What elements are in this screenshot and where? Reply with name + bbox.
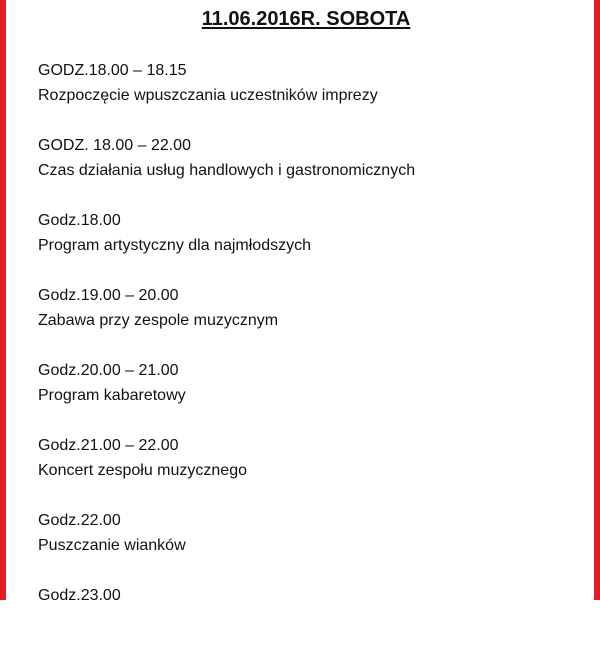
schedule-item: [38, 133, 578, 208]
schedule-description: Czas działania usług handlowych i gastronomicznych: [38, 162, 416, 179]
schedule-description: Program kabaretowy: [38, 387, 186, 404]
schedule-time: Godz.23.00: [38, 587, 121, 604]
schedule-time: GODZ. 18.00 – 22.00: [38, 137, 191, 154]
schedule-item: [38, 508, 578, 583]
schedule-time: Godz.18.00: [38, 212, 121, 229]
schedule-description: Puszczanie wianków: [38, 537, 186, 554]
schedule-item: [38, 433, 578, 508]
schedule-description: Program artystyczny dla najmłodszych: [38, 237, 311, 254]
event-schedule: [38, 58, 578, 658]
schedule-item: [38, 58, 578, 133]
schedule-description: Zabawa przy zespole muzycznym: [38, 312, 279, 329]
schedule-description: Rozpoczęcie wpuszczania uczestników imprezy: [38, 87, 378, 104]
schedule-item: [38, 358, 578, 433]
schedule-time: Godz.21.00 – 22.00: [38, 437, 179, 454]
date-heading: 11.06.2016R. SOBOTA: [201, 8, 411, 30]
schedule-item: [38, 583, 578, 658]
schedule-description: Koncert zespołu muzycznego: [38, 462, 247, 479]
schedule-time: GODZ.18.00 – 18.15: [38, 62, 187, 79]
schedule-item: [38, 208, 578, 283]
schedule-time: Godz.19.00 – 20.00: [38, 287, 179, 304]
schedule-time: Godz.20.00 – 21.00: [38, 362, 179, 379]
schedule-time: Godz.22.00: [38, 512, 121, 529]
schedule-item: [38, 283, 578, 358]
